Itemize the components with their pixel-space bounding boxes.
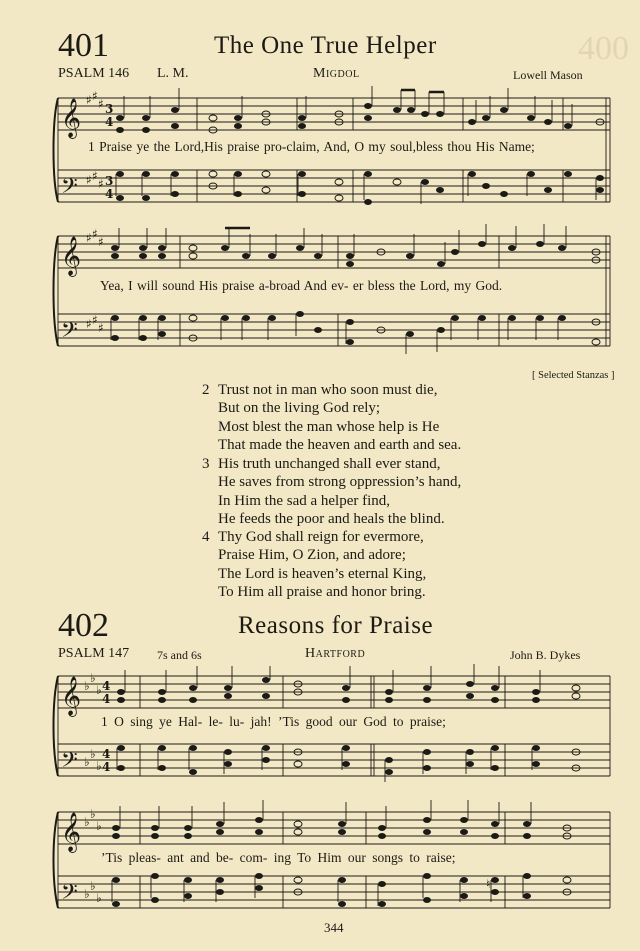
- stanza: [202, 455, 461, 529]
- svg-text:♭: ♭: [90, 747, 96, 761]
- music-system-4: [0, 796, 640, 936]
- svg-text:𝄢: 𝄢: [61, 880, 78, 910]
- svg-text:𝄞: 𝄞: [61, 236, 82, 276]
- stanza-number: 4: [202, 529, 210, 545]
- stanza-line: Trust not in man who soon must die,: [218, 382, 438, 398]
- svg-text:♯: ♯: [86, 173, 92, 187]
- svg-text:♯: ♯: [98, 321, 104, 335]
- stanza-line: Thy God shall reign for evermore,: [218, 529, 424, 545]
- stanza: [202, 381, 461, 455]
- svg-text:♯: ♯: [98, 97, 104, 111]
- svg-text:𝄢: 𝄢: [61, 318, 78, 348]
- svg-text:4: 4: [102, 692, 111, 706]
- svg-text:♭: ♭: [96, 819, 102, 833]
- psalm-reference: PSALM 147: [58, 646, 130, 661]
- selected-stanzas-note: [ Selected Stanzas ]: [532, 370, 615, 381]
- svg-text:♯: ♯: [98, 235, 104, 249]
- stanza-line: He feeds the poor and heals the blind.: [218, 511, 445, 528]
- music-system-3: [0, 664, 640, 804]
- svg-text:4: 4: [102, 679, 111, 693]
- svg-text:3: 3: [105, 174, 114, 188]
- svg-text:4: 4: [105, 187, 114, 201]
- hymn-number: 402: [58, 607, 109, 644]
- svg-text:4: 4: [102, 760, 111, 774]
- hymn-title: The One True Helper: [214, 32, 437, 59]
- lyric-line: 1 Praise ye the Lord,His praise pro-claim, And, O my soul,bless thou His Name;: [88, 139, 535, 154]
- hymn-number: 401: [58, 27, 109, 64]
- svg-text:♭: ♭: [84, 815, 90, 829]
- stanza-line: In Him the sad a helper find,: [218, 492, 391, 509]
- svg-text:♭: ♭: [96, 759, 102, 773]
- svg-text:♯: ♯: [92, 169, 98, 183]
- svg-text:♭: ♭: [84, 679, 90, 693]
- svg-text:𝄞: 𝄞: [61, 676, 82, 716]
- svg-text:♭: ♭: [96, 891, 102, 905]
- svg-text:♯: ♯: [92, 89, 98, 103]
- svg-text:♯: ♯: [86, 231, 92, 245]
- composer: Lowell Mason: [513, 68, 583, 82]
- svg-text:♯: ♯: [86, 93, 92, 107]
- bleed-through-number: 400: [578, 30, 629, 67]
- svg-text:♮: ♮: [486, 877, 491, 891]
- stanza-line: The Lord is heaven’s eternal King,: [218, 565, 427, 582]
- svg-text:♭: ♭: [90, 807, 96, 821]
- svg-text:♭: ♭: [90, 671, 96, 685]
- psalm-reference: PSALM 146: [58, 66, 130, 81]
- hymn-title: Reasons for Praise: [238, 612, 434, 639]
- lyric-line: 1 O sing ye Hal- le- lu- jah! ’Tis good our God to praise;: [101, 714, 446, 729]
- svg-text:4: 4: [105, 115, 114, 129]
- tune-name: Hartford: [305, 646, 366, 661]
- svg-text:♯: ♯: [86, 317, 92, 331]
- page-number: 344: [324, 920, 344, 935]
- stanza-line: He saves from strong oppression’s hand,: [218, 474, 462, 491]
- svg-text:𝄞: 𝄞: [61, 98, 82, 138]
- svg-text:♭: ♭: [90, 879, 96, 893]
- svg-text:4: 4: [102, 747, 111, 761]
- stanza-number: 2: [202, 382, 210, 398]
- svg-text:♭: ♭: [96, 683, 102, 697]
- stanza-line: That made the heaven and earth and sea.: [218, 437, 462, 454]
- svg-text:♭: ♭: [84, 887, 90, 901]
- svg-text:♯: ♯: [92, 227, 98, 241]
- svg-text:♭: ♭: [84, 755, 90, 769]
- meter: L. M.: [157, 66, 189, 81]
- stanza: [202, 528, 426, 602]
- tune-name: Migdol: [313, 66, 360, 81]
- lyric-line: ’Tis pleas- ant and be- com- ing To Him our songs to raise;: [101, 850, 456, 865]
- svg-text:𝄞: 𝄞: [61, 812, 82, 852]
- stanza-line: To Him all praise and honor bring.: [218, 584, 426, 601]
- svg-text:3: 3: [105, 102, 114, 116]
- svg-text:♯: ♯: [92, 313, 98, 327]
- stanza-line: Most blest the man whose help is He: [218, 418, 440, 435]
- svg-text:𝄢: 𝄢: [61, 748, 78, 778]
- stanza-line: Praise Him, O Zion, and adore;: [218, 547, 406, 564]
- stanza-number: 3: [202, 456, 210, 472]
- lyric-line: Yea, I will sound His praise a-broad And ev- er bless the Lord, my God.: [100, 278, 503, 293]
- svg-text:𝄢: 𝄢: [61, 174, 78, 204]
- stanza-line: But on the living God rely;: [218, 400, 381, 417]
- composer: John B. Dykes: [510, 648, 581, 662]
- stanza-line: His truth unchanged shall ever stand,: [218, 456, 441, 472]
- meter: 7s and 6s: [157, 648, 202, 662]
- svg-text:♯: ♯: [98, 177, 104, 191]
